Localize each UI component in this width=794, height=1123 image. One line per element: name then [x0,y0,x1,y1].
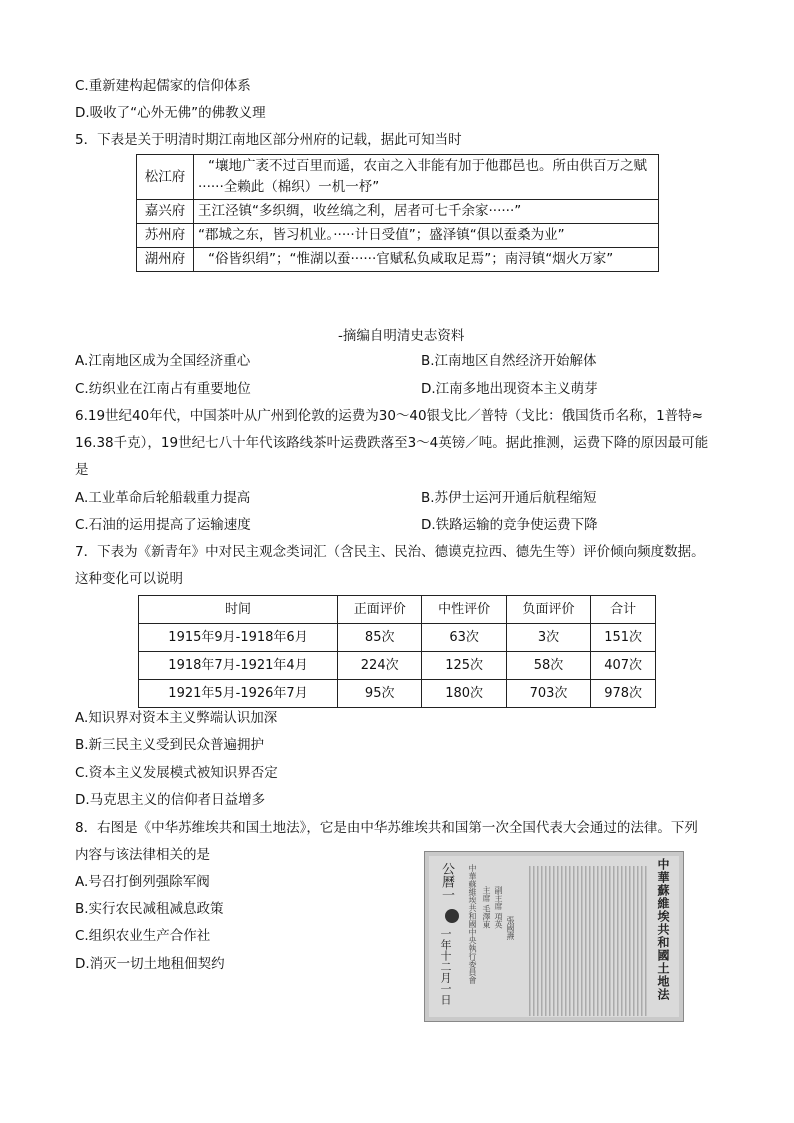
q7-option-c: C.资本主义发展模式被知识界否定 [75,765,278,781]
q6-option-b: B.苏伊士运河开通后航程缩短 [421,490,597,506]
q7-header-cell: 负面评价 [506,596,590,624]
q5-row-name: 苏州府 [137,224,194,248]
q8-stem-line-2: 内容与该法律相关的是 [75,847,210,863]
document-title: 中華蘇維埃共和國土地法 [656,858,670,1001]
q6-option-d: D.铁路运输的竞争使运费下降 [421,517,598,533]
table-row [137,155,659,200]
seal-icon [445,909,459,923]
q5-row-name: 嘉兴府 [137,200,194,224]
document-signatory-chair: 主席 毛澤東 [482,886,491,929]
q6-option-a: A.工业革命后轮船载重力提高 [75,490,251,506]
q5-option-d: D.江南多地出现资本主义萌芽 [421,381,598,397]
q7-cell: 1918年7月-1921年4月 [139,652,338,680]
q7-cell: 1921年5月-1926年7月 [139,680,338,708]
q5-row-content: “郡城之东，皆习机业。·····计日受值”；盛泽镇“俱以蚕桑为业” [194,224,659,248]
document-signatory-org: 中華蘇維埃共和國中央執行委員會 [468,864,477,984]
q5-option-c: C.纺织业在江南占有重要地位 [75,381,251,397]
q5-table [136,154,659,272]
q5-row-content: “壤地广袤不过百里而遥，农亩之入非能有加于他郡邑也。所由供百万之赋······全赖此（棉织）一机一杼” [194,155,659,200]
q8-option-d: D.消灭一切土地租佃契约 [75,956,225,972]
table-row [137,248,659,272]
table-row [139,624,656,652]
q7-cell: 95次 [338,680,422,708]
q7-cell: 125次 [422,652,506,680]
q7-cell: 58次 [506,652,590,680]
q7-cell: 180次 [422,680,506,708]
document-signatory-vice-chair: 副主席 項英 [494,886,503,929]
q6-stem-line-1: 6.19世纪40年代，中国茶叶从广州到伦敦的运费为30～40银戈比／普特（戈比：俄国货币名称，1普特≈ [75,408,703,424]
q7-option-a: A.知识界对资本主义弊端认识加深 [75,710,278,726]
q7-header-cell: 中性评价 [422,596,506,624]
q7-stem-line-1: 7．下表为《新青年》中对民主观念类词汇（含民主、民治、德谟克拉西、德先生等）评价倾向频度数据。 [75,544,705,560]
q7-cell: 407次 [591,652,656,680]
q5-row-content: 王江泾镇“多织绸，收丝缟之利，居者可七千余家······” [194,200,659,224]
document-date-top: 公曆一 [439,862,454,901]
q7-cell: 1915年9月-1918年6月 [139,624,338,652]
q5-row-name: 松江府 [137,155,194,200]
q5-row-name: 湖州府 [137,248,194,272]
table-row [137,224,659,248]
q7-stem-line-2: 这种变化可以说明 [75,571,183,587]
q8-stem-line-1: 8．右图是《中华苏维埃共和国土地法》，它是由中华苏维埃共和国第一次全国代表大会通过的法律。下列 [75,820,698,836]
q5-stem: 5．下表是关于明清时期江南地区部分州府的记载，据此可知当时 [75,132,462,148]
q7-cell: 224次 [338,652,422,680]
q7-option-b: B.新三民主义受到民众普遍拥护 [75,737,265,753]
q4-option-d: D.吸收了“心外无佛”的佛教义理 [75,105,266,121]
table-row [139,680,656,708]
q7-cell: 85次 [338,624,422,652]
document-paper [429,856,679,1017]
q7-table [138,595,656,708]
q7-header-cell: 时间 [139,596,338,624]
q7-option-d: D.马克思主义的信仰者日益增多 [75,792,266,808]
q7-cell: 63次 [422,624,506,652]
q7-header-cell: 正面评价 [338,596,422,624]
table-header-row [139,596,656,624]
q6-stem-line-2: 16.38千克），19世纪七八十年代该路线茶叶运费跌落至3～4英镑／吨。据此推测，运费下降的原因最可能 [75,435,709,451]
q8-option-c: C.组织农业生产合作社 [75,928,211,944]
q7-cell: 703次 [506,680,590,708]
q5-option-a: A.江南地区成为全国经济重心 [75,353,251,369]
document-body-text-block [529,866,647,1016]
q5-source-caption: -摘编自明清史志资料 [338,328,465,344]
q5-option-b: B.江南地区自然经济开始解体 [421,353,597,369]
q5-row-content: “俗皆织绢”；“惟湖以蚕······官赋私负咸取足焉”；南浔镇“烟火万家” [194,248,659,272]
q7-header-cell: 合计 [591,596,656,624]
q7-cell: 3次 [506,624,590,652]
q6-stem-line-3: 是 [75,462,89,478]
q4-option-c: C.重新建构起儒家的信仰体系 [75,78,251,94]
q7-cell: 151次 [591,624,656,652]
q8-option-a: A.号召打倒列强除军阀 [75,874,210,890]
q8-option-b: B.实行农民减租减息政策 [75,901,224,917]
q6-option-c: C.石油的运用提高了运输速度 [75,517,251,533]
table-row [137,200,659,224]
land-law-document-photo [424,851,684,1022]
document-signatory-name: 張國燾 [506,916,515,940]
table-row [139,652,656,680]
q7-cell: 978次 [591,680,656,708]
document-date-bottom: 一年十二月一日 [439,928,452,1005]
